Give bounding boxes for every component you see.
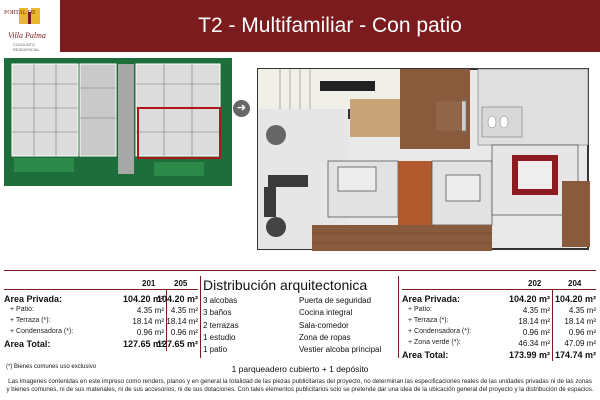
left-v1: 4.35 m² xyxy=(136,306,164,315)
distribution-list-1 xyxy=(203,295,239,356)
right-label: + Patio: xyxy=(408,306,432,313)
left-v1: 18.14 m² xyxy=(132,317,164,326)
list-item: 1 patio xyxy=(203,345,228,355)
left-v2: 18.14 m² xyxy=(166,317,198,326)
list-item: Vestier alcoba principal xyxy=(299,345,382,355)
right-col-202: 202 xyxy=(528,279,542,288)
left-label: + Condensadora (*): xyxy=(10,328,74,335)
list-item: Puerta de seguridad xyxy=(299,296,372,305)
right-v2: 0.96 m² xyxy=(568,328,596,337)
distribution-list-2 xyxy=(299,295,381,356)
left-row-area-total xyxy=(4,339,198,349)
left-label: + Patio: xyxy=(10,306,34,313)
list-item: Zona de ropas xyxy=(299,332,351,342)
logo xyxy=(0,0,60,52)
left-col-201: 201 xyxy=(142,279,156,288)
center-right-divider xyxy=(398,276,399,358)
left-table-rule xyxy=(4,289,198,290)
right-label: Area Privada: xyxy=(402,294,461,304)
disclaimer: Las imagenes contenidas en este impreso como renders, planos y en general la totalidad de las piezas publicitarias del proyecto, no determinan las especificaciones reales de las unidades privadas ni de las zonas y bienes comunes, ni de sus materiales, ni de sus accesorios, ni de sus dotaciones. Con tales elementos publicitarios solo se pretende dar una idea de la ubicación general del proyecto y la distribución de espacios. xyxy=(6,378,594,393)
list-item: 3 baños xyxy=(203,308,232,318)
right-v2: 4.35 m² xyxy=(568,306,596,315)
list-item: 3 alcobas xyxy=(203,296,238,305)
center-left-divider xyxy=(200,276,201,358)
right-v1: 4.35 m² xyxy=(522,306,550,315)
left-v2: 0.96 m² xyxy=(170,328,198,337)
list-item: Cocina integral xyxy=(299,308,353,318)
left-v2: 4.35 m² xyxy=(170,306,198,315)
left-label: Area Privada: xyxy=(4,294,63,304)
right-row-terraza xyxy=(402,317,596,327)
right-label: + Zona verde (*): xyxy=(408,339,461,346)
right-v2: 18.14 m² xyxy=(564,317,596,326)
arrow-right-icon: ➜ xyxy=(233,100,250,117)
right-v2: 47.09 m² xyxy=(564,339,596,348)
left-label: + Terraza (*): xyxy=(10,317,51,324)
logo-mark xyxy=(17,6,43,26)
site-plan-image xyxy=(4,58,232,186)
right-v1: 173.99 m² xyxy=(508,350,550,360)
right-label: Area Total: xyxy=(402,350,449,360)
right-area-table xyxy=(402,279,596,361)
logo-subtitle: CONJUNTO RESIDENCIAL xyxy=(13,42,40,52)
right-v2: 174.74 m² xyxy=(554,350,596,360)
right-v1: 0.96 m² xyxy=(522,328,550,337)
right-label: + Terraza (*): xyxy=(408,317,449,324)
left-area-table xyxy=(4,279,198,351)
left-label: Area Total: xyxy=(4,339,51,349)
left-row-area-privada xyxy=(4,294,198,304)
left-row-patio xyxy=(4,306,198,316)
right-row-patio xyxy=(402,306,596,316)
left-row-condensadora xyxy=(4,328,198,338)
left-row-terraza xyxy=(4,317,198,327)
right-v1: 46.34 m² xyxy=(518,339,550,348)
left-v1: 127.65 m² xyxy=(122,339,164,349)
list-item: 2 terrazas xyxy=(203,320,239,330)
right-row-zona-verde xyxy=(402,339,596,349)
floor-plan-image xyxy=(250,55,596,260)
right-v1: 104.20 m² xyxy=(508,294,550,304)
left-v2: 104.20 m² xyxy=(156,294,198,304)
parking-note: 1 parqueadero cubierto + 1 depósito xyxy=(231,364,369,374)
right-v1: 18.14 m² xyxy=(518,317,550,326)
right-row-condensadora xyxy=(402,328,596,338)
left-v2: 127.65 m² xyxy=(156,339,198,349)
logo-top-text: PORTAL DE xyxy=(4,10,36,16)
page-title: T2 - Multifamiliar - Con patio xyxy=(198,14,462,37)
list-item: 1 estudio xyxy=(203,332,236,342)
list-item: Sala-comedor xyxy=(299,320,349,330)
left-v1: 0.96 m² xyxy=(136,328,164,337)
title-bar xyxy=(60,0,600,52)
right-row-area-total xyxy=(402,350,596,360)
right-col-204: 204 xyxy=(568,279,582,288)
section-divider xyxy=(4,270,596,271)
left-v1: 104.20 m² xyxy=(122,294,164,304)
right-table-rule xyxy=(402,289,596,290)
right-row-area-privada xyxy=(402,294,596,304)
left-col-205: 205 xyxy=(174,279,188,288)
right-v2: 104.20 m² xyxy=(554,294,596,304)
distribution-title: Distribución arquitectonica xyxy=(203,277,368,293)
right-label: + Condensadora (*): xyxy=(408,328,472,335)
logo-name: Villa Palma xyxy=(8,31,46,40)
footnote: (*) Bienes comunes uso exclusivo xyxy=(6,364,97,370)
